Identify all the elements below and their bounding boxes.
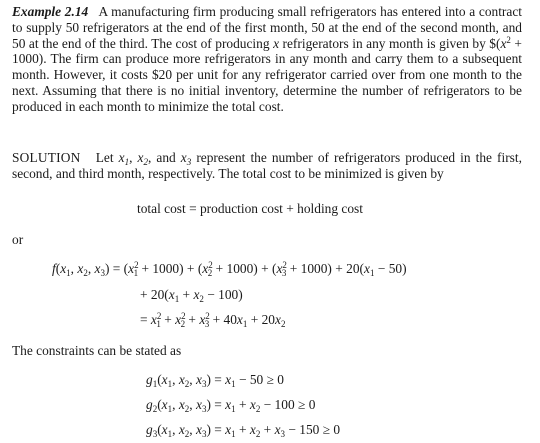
solution-var-x3: $x_3$ — [180, 150, 192, 167]
solution-paragraph: SOLUTION Let $x_1$, $x_2$, and $x_3$ represent the number of refrigerators produced in the first, second, and third month, respectively. The total cost to be minimized is given by — [12, 150, 522, 181]
or-label: or — [12, 232, 24, 247]
example-text-line5: any month and carry them to a subsequent month. However, it costs $20 per unit for — [12, 51, 522, 83]
objective-equation-line1: $f(x_1$, $x_2$, $x_3) = (x^2_1 + 1000) + (x^2_2 + 1000) + (x^2_3 + 1000) + 20(x_1 - 50)$ — [52, 260, 407, 278]
total-cost-equation: total cost = production cost + holding cost — [137, 201, 363, 216]
example-text-line3: second month, and 50 at the end of the third. The cost of producing — [12, 19, 522, 51]
example-text-line7: initial inventory, determine the number of refrigerators to be produced in each month — [12, 82, 522, 114]
objective-equation-line2: + $20(x_1 + x_2 - 100)$ — [140, 287, 243, 304]
example-text-line4: in any month is given by $( — [352, 35, 501, 51]
example-heading: Example 2.14 — [12, 4, 89, 19]
example-text-line8: to minimize the total cost. — [144, 98, 284, 114]
constraint-g3: $g_3(x_1$, $x_2$, $x_3) = x_1 + x_2 + x_3 - 150 \ge 0$ — [146, 422, 341, 439]
solution-text-and: and — [156, 150, 176, 165]
example-cost-exponent: 2 — [506, 34, 511, 45]
solution-heading: SOLUTION — [12, 150, 81, 165]
example-variable-x: x — [273, 35, 280, 51]
solution-text-line2: first, second, and third month, respectively. The total cost to be minimized is given by — [12, 150, 522, 181]
constraints-intro: The constraints can be stated as — [12, 343, 182, 358]
constraint-g2: $g_2(x_1$, $x_2$, $x_3) = x_1 + x_2 - 100 \ge 0$ — [146, 397, 316, 414]
example-text-line2: a contract to supply 50 refrigerators at the end of the first month, 50 at the end of the — [12, 4, 522, 35]
constraint-g1: $g_1(x_1$, $x_2$, $x_3) = x_1 - 50 \ge 0$ — [146, 372, 284, 389]
example-text-line3-end: refrigerators — [282, 35, 349, 51]
example-cost-var: x — [500, 35, 507, 51]
example-text-line1: A manufacturing firm producing small refrigerators has entered into — [98, 4, 466, 19]
solution-var-x1: $x_1$ — [118, 150, 130, 167]
example-paragraph — [12, 4, 522, 115]
solution-text-line1-end: represent the number of refrigerators produced in the — [196, 150, 492, 165]
example-text-line4-end: + 1000). The firm can produce more refrigerators in — [12, 35, 522, 67]
example-text-line6: any refrigerator carried over from one month to the next. Assuming that there is no — [12, 67, 522, 98]
objective-equation-line3: = $x^2_1 + x^2_2 + x^2_3 + 40x_1 + 20x_2$ — [140, 311, 286, 329]
solution-text-let: Let — [95, 150, 114, 165]
solution-var-x2: $x_2$ — [137, 150, 148, 167]
